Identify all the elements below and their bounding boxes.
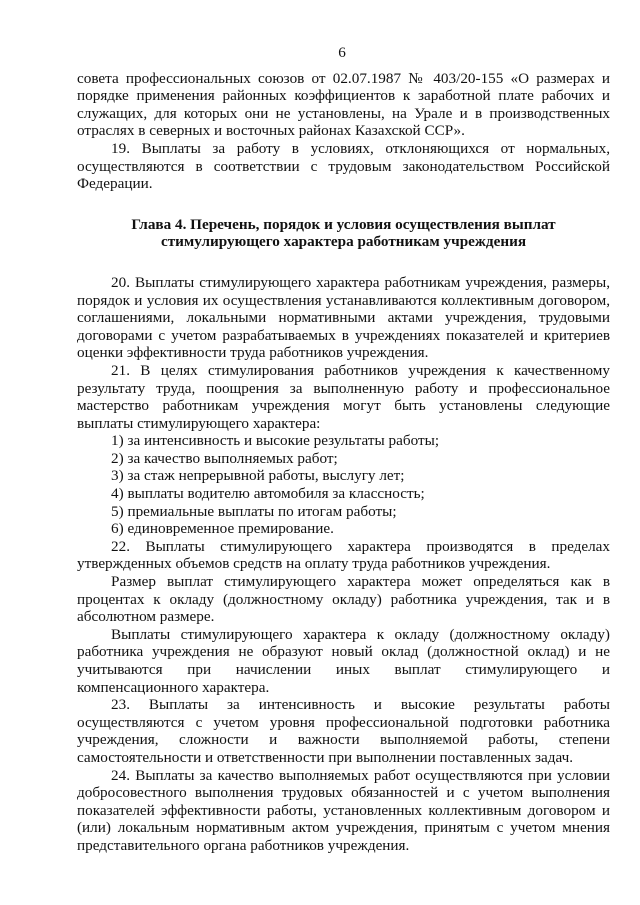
page-number: 6 xyxy=(338,44,346,61)
list-item: 3) за стаж непрерывной работы, выслугу лет; xyxy=(111,467,405,485)
paragraph-22-salary: Выплаты стимулирующего характера к окладу (должностному окладу) работника учреждения не образуют новый оклад (должностной оклад) и не учитываются при начислении иных выплат стимулирующего и компенсационного характера. xyxy=(77,625,610,696)
paragraph-22: 22. Выплаты стимулирующего характера производятся в пределах утвержденных объемов средств на оплату труда работников учреждения. xyxy=(77,537,610,573)
paragraph-19: 19. Выплаты за работу в условиях, отклоняющихся от нормальных, осуществляются в соответствии с трудовым законодательством Российской Федерации. xyxy=(77,139,610,193)
list-item: 2) за качество выполняемых работ; xyxy=(111,449,338,467)
list-item: 1) за интенсивность и высокие результаты работы; xyxy=(111,432,440,450)
chapter-title xyxy=(77,216,610,251)
chapter-title-line-2: стимулирующего характера работникам учреждения xyxy=(160,233,527,251)
paragraph-22-size: Размер выплат стимулирующего характера может определяться как в процентах к окладу (должностному окладу) работника учреждения, так и в абсолютном размере. xyxy=(77,573,610,626)
paragraph-20: 20. Выплаты стимулирующего характера работникам учреждения, размеры, порядок и условия их осуществления устанавливаются коллективным договором, соглашениями, локальными нормативными актами учреждения, трудовыми договорами с учетом разрабатываемых в учреждениях показателей и критериев оценки эффективности труда работников учреждения. xyxy=(77,273,610,362)
list-item: 4) выплаты водителю автомобиля за классность; xyxy=(111,485,425,503)
paragraph-23: 23. Выплаты за интенсивность и высокие результаты работы осуществляются с учетом уровня профессиональной подготовки работника учреждения, сложности и важности выполняемой работы, степени самостоятельности и ответственности при выполнении поставленных задач. xyxy=(77,696,610,766)
paragraph-21: 21. В целях стимулирования работников учреждения к качественному результату труда, поощрения за выполненную работу и профессиональное мастерство работникам учреждения могут быть установлены следующие выплаты стимулирующего характера: xyxy=(77,361,610,432)
paragraph-24: 24. Выплаты за качество выполняемых работ осуществляются при условии добросовестного выполнения трудовых обязанностей и с учетом выполнения показателей эффективности работы, установленных коллективным договором и (или) локальным нормативным актом учреждения, принятым с учетом мнения представительного органа работников учреждения. xyxy=(77,766,610,854)
intro-paragraph: совета профессиональных союзов от 02.07.1987 № 403/20-155 «О размерах и порядке применения районных коэффициентов к заработной плате рабочих и служащих, для которых они не установлены, на Урале и в производственных отраслях в северных и восточных районах Казахской ССР». xyxy=(77,69,610,140)
list-item: 6) единовременное премирование. xyxy=(111,520,334,538)
chapter-title-line-1: Глава 4. Перечень, порядок и условия осуществления выплат xyxy=(131,215,556,233)
list-item: 5) премиальные выплаты по итогам работы; xyxy=(111,502,397,520)
